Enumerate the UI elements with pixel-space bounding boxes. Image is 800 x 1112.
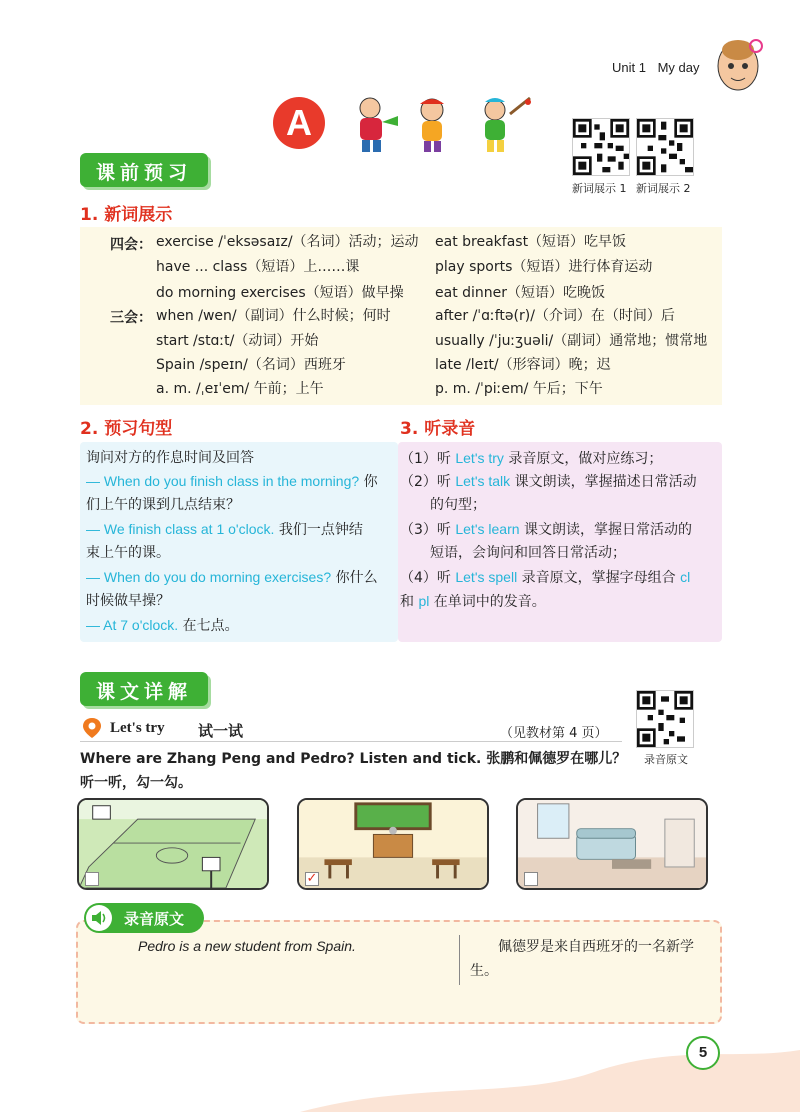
pattern-line: — When do you finish class in the morning? 你 bbox=[86, 473, 378, 490]
tick-box-classroom[interactable]: ✓ bbox=[306, 871, 318, 886]
speaker-icon[interactable] bbox=[86, 905, 112, 931]
pattern-line: — At 7 o'clock. 在七点。 bbox=[86, 617, 239, 634]
location-pin-icon bbox=[82, 717, 102, 739]
lesson-letter-badge: A bbox=[273, 97, 325, 149]
script-chinese: 佩德罗是来自西班牙的一名新学生。 bbox=[470, 939, 694, 979]
page-header bbox=[612, 60, 708, 75]
script-divider bbox=[459, 935, 460, 985]
instruction-line-2: 听一听，勾一勾。 bbox=[80, 775, 192, 791]
listen-section-title: 3. 听录音 bbox=[400, 419, 476, 439]
qr-caption-1: 新词展示 1 bbox=[572, 182, 627, 195]
qr-code-2[interactable] bbox=[636, 118, 694, 176]
vocab-item: usually /ˈjuːʒuəli/（副词）通常地；惯常地 bbox=[435, 333, 708, 349]
qr-code-1[interactable] bbox=[572, 118, 630, 176]
kids-illustration bbox=[340, 94, 540, 156]
pattern-line: — We finish class at 1 o'clock. 我们一点钟结 bbox=[86, 521, 363, 538]
vocab-item: have ... class（短语）上……课 bbox=[156, 259, 360, 275]
patterns-intro: 询问对方的作息时间及回答 bbox=[86, 450, 254, 466]
vocab-item: after /ˈɑːftə(r)/（介词）在（时间）后 bbox=[435, 308, 675, 324]
vocab-item: Spain /speɪn/（名词）西班牙 bbox=[156, 357, 346, 373]
textbook-page-ref: （见教材第 4 页） bbox=[500, 726, 608, 741]
tick-box-playground[interactable] bbox=[85, 872, 99, 886]
qr-caption-3: 录音原文 bbox=[644, 753, 688, 766]
listen-line: （2）听 Let's talk 课文朗读，掌握描述日常活动 bbox=[400, 473, 697, 490]
pattern-line: 们上午的课到几点结束？ bbox=[86, 497, 240, 513]
instruction-line-1: Where are Zhang Peng and Pedro? Listen and tick. 张鹏和佩德罗在哪儿？ bbox=[80, 751, 627, 767]
vocab-item: late /leɪt/（形容词）晚；迟 bbox=[435, 357, 611, 373]
unit-title: My day bbox=[657, 60, 700, 75]
vocab-item: a. m. /ˌeɪˈem/ 午前；上午 bbox=[156, 381, 324, 397]
listen-line: 和 pl 在单词中的发音。 bbox=[400, 593, 546, 610]
script-english: Pedro is a new student from Spain. bbox=[138, 938, 356, 954]
scene-classroom bbox=[297, 798, 489, 890]
vocab-item: start /stɑːt/（动词）开始 bbox=[156, 333, 319, 349]
page-number: 5 bbox=[686, 1036, 720, 1070]
four-skills-label: 四会： bbox=[110, 237, 152, 253]
letstry-title-cn: 试一试 bbox=[198, 722, 244, 740]
listen-line: 的句型； bbox=[430, 497, 486, 513]
pattern-line: 时候做早操？ bbox=[86, 593, 170, 609]
preview-banner: 课前预习 bbox=[80, 153, 208, 187]
listen-line: 短语，会询问和回答日常活动； bbox=[430, 545, 626, 561]
audio-script-tab: 录音原文 bbox=[84, 903, 204, 933]
pattern-line: — When do you do morning exercises? 你什么 bbox=[86, 569, 378, 586]
tick-box-living-room[interactable] bbox=[524, 872, 538, 886]
listen-line: （3）听 Let's learn 课文朗读，掌握日常活动的 bbox=[400, 521, 692, 538]
vocab-item: when /wen/（副词）什么时候；何时 bbox=[156, 308, 391, 324]
vocab-item: play sports（短语）进行体育运动 bbox=[435, 259, 653, 275]
listen-line: （4）听 Let's spell 录音原文，掌握字母组合 cl bbox=[400, 569, 691, 586]
three-skills-label: 三会： bbox=[110, 310, 152, 326]
vocab-item: eat dinner（短语）吃晚饭 bbox=[435, 285, 606, 301]
mascot-illustration bbox=[712, 36, 764, 94]
listen-line: （1）听 Let's try 录音原文，做对应练习； bbox=[400, 450, 663, 467]
vocab-item: exercise /ˈeksəsaɪz/（名词）活动；运动 bbox=[156, 234, 419, 250]
explain-banner: 课文详解 bbox=[80, 672, 208, 706]
vocab-section-title: 1. 新词展示 bbox=[80, 205, 173, 225]
footer-wave bbox=[0, 1040, 800, 1112]
qr-caption-2: 新词展示 2 bbox=[636, 182, 691, 195]
scene-playground bbox=[77, 798, 269, 890]
vocab-item: do morning exercises（短语）做早操 bbox=[156, 285, 404, 301]
vocab-item: eat breakfast（短语）吃早饭 bbox=[435, 234, 627, 250]
pattern-line: 束上午的课。 bbox=[86, 545, 170, 561]
letstry-title: Let's try bbox=[110, 720, 165, 736]
scene-living-room bbox=[516, 798, 708, 890]
qr-code-3[interactable] bbox=[636, 690, 694, 748]
patterns-section-title: 2. 预习句型 bbox=[80, 419, 173, 439]
vocab-item: p. m. /ˈpiːem/ 午后；下午 bbox=[435, 381, 603, 397]
unit-label: Unit 1 bbox=[612, 60, 646, 75]
